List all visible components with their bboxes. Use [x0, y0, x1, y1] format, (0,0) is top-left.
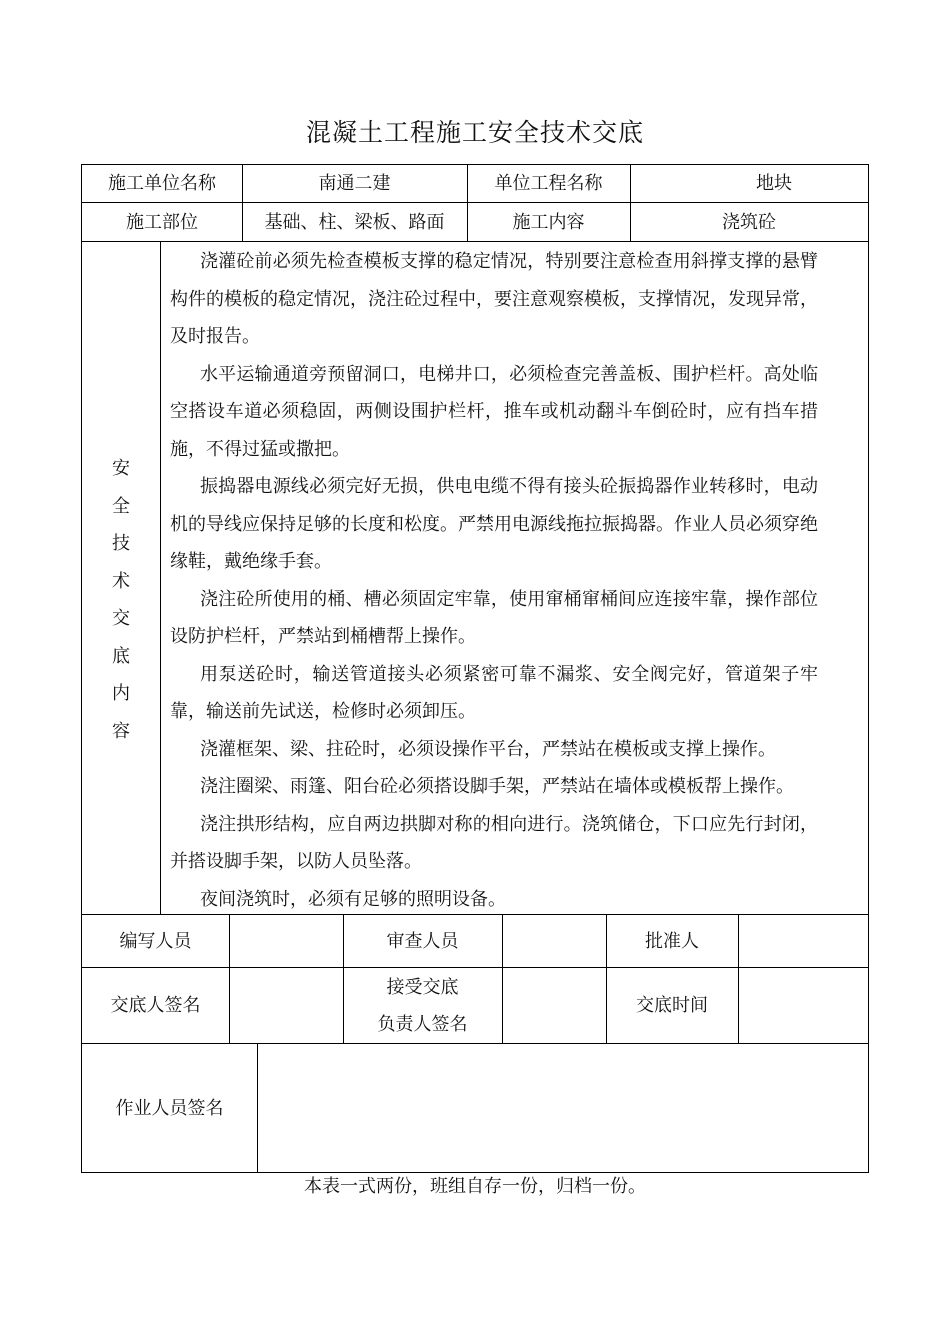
content-paragraph: 浇注圈梁、雨篷、阳台砼必须搭设脚手架，严禁站在墙体或模板帮上操作。	[200, 776, 794, 797]
section-label-char: 安	[112, 458, 130, 479]
content-paragraph: 水平运输通道旁预留洞口，电梯井口，必须检查完善盖板、围护栏杆。高处临空搭设车道必须稳固，两侧设围护栏杆，推车或机动翻斗车倒砼时，应有挡车措施，不得过猛或撒把。	[170, 363, 818, 460]
workers-label: 作业人员签名	[115, 1097, 224, 1119]
unit-label: 施工单位名称	[108, 173, 216, 194]
receiver-label-line1: 接受交底	[386, 976, 459, 998]
receiver-signature-field[interactable]	[502, 968, 606, 1043]
workers-signature-field[interactable]	[257, 1044, 868, 1172]
content-value: 浇筑砼	[722, 211, 776, 233]
approver-label: 批准人	[645, 930, 699, 952]
approver-field[interactable]	[738, 915, 868, 967]
receiver-label-line2: 负责人签名	[377, 1013, 468, 1035]
receiver-label	[343, 968, 502, 1043]
col-divider	[160, 241, 161, 914]
reviewer-label: 审查人员	[386, 930, 459, 952]
content-paragraph: 振捣器电源线必须完好无损，供电电缆不得有接头砼振捣器作业转移时，电动机的导线应保持足够的长度和松度。严禁用电源线拖拉振捣器。作业人员必须穿绝缘鞋，戴绝缘手套。	[170, 476, 818, 572]
part-value: 基础、柱、梁板、路面	[264, 211, 445, 233]
content-paragraph: 浇灌框架、梁、拄砼时，必须设操作平台，严禁站在模板或支撑上操作。	[200, 738, 776, 760]
content-label: 施工内容	[512, 211, 585, 233]
row-divider	[82, 241, 868, 242]
section-label-char: 全	[112, 495, 130, 517]
safety-content	[170, 243, 818, 918]
part-label: 施工部位	[126, 211, 198, 233]
discloser-label: 交底人签名	[110, 995, 201, 1016]
discloser-signature-field[interactable]	[229, 968, 343, 1043]
content-paragraph: 浇注拱形结构，应自两边拱脚对称的相向进行。浇筑储仓，下口应先行封闭，并搭设脚手架，以防人员坠落。	[170, 813, 818, 872]
section-label-char: 技	[112, 533, 130, 554]
writer-label: 编写人员	[119, 930, 192, 952]
reviewer-field[interactable]	[502, 915, 606, 967]
section-label-char: 交	[112, 608, 130, 629]
writer-field[interactable]	[229, 915, 343, 967]
footer-note: 本表一式两份，班组自存一份，归档一份。	[304, 1176, 646, 1197]
project-label: 单位工程名称	[494, 173, 603, 194]
section-label-char: 底	[112, 645, 130, 667]
project-value: 地块	[756, 173, 792, 194]
time-label: 交底时间	[636, 995, 708, 1016]
section-label-char: 术	[112, 570, 130, 592]
unit-value: 南通二建	[318, 173, 391, 194]
time-field[interactable]	[738, 968, 868, 1043]
content-paragraph: 浇注砼所使用的桶、槽必须固定牢靠，使用窜桶窜桶间应连接牢靠，操作部位设防护栏杆，严禁站到桶槽帮上操作。	[170, 588, 818, 647]
content-paragraph: 用泵送砼时，输送管道接头必须紧密可靠不漏浆、安全阀完好，管道架子牢靠，输送前先试送，检修时必须卸压。	[170, 663, 818, 722]
content-paragraph: 浇灌砼前必须先检查模板支撑的稳定情况，特别要注意检查用斜撑支撑的悬臂构件的模板的稳定情况，浇注砼过程中，要注意观察模板，支撑情况，发现异常，及时报告。	[170, 251, 818, 347]
section-label	[82, 450, 160, 750]
content-paragraph: 夜间浇筑时，必须有足够的照明设备。	[200, 888, 506, 910]
section-label-char: 内	[112, 683, 130, 704]
section-label-char: 容	[112, 720, 130, 742]
document-title: 混凝土工程施工安全技术交底	[305, 118, 644, 147]
